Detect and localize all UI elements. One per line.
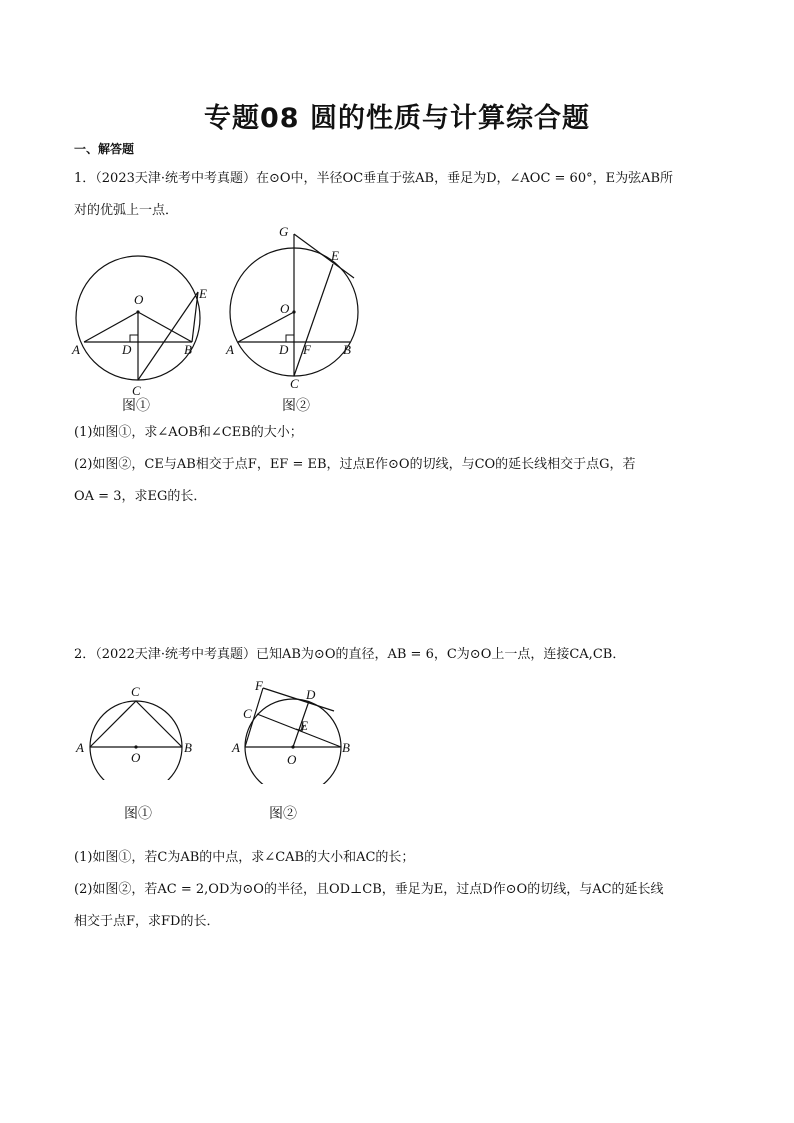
q1-f1-ob — [138, 312, 192, 342]
q2-f2-label-o: O — [287, 752, 297, 767]
q2-f2-label-b: B — [342, 740, 350, 755]
q2-f2-tangent-fd — [263, 688, 334, 711]
q1-f2-label-c: C — [290, 376, 299, 391]
q1-fig2-caption: 图② — [282, 398, 310, 414]
q2-figure-2 — [226, 672, 366, 784]
q1-f1-label-e: E — [199, 286, 207, 301]
q2-fig2-caption: 图② — [269, 806, 297, 822]
section-heading: 一、解答题 — [74, 142, 135, 156]
q1-f2-label-g: G — [279, 224, 289, 239]
q1-f2-label-a: A — [226, 342, 234, 357]
q1-f1-label-b: B — [184, 342, 192, 357]
q2-f1-ca — [90, 701, 136, 747]
q1-f2-label-f: F — [303, 342, 311, 357]
q1-fig1-caption: 图① — [122, 398, 150, 414]
q1-f2-label-e: E — [331, 248, 339, 263]
q1-f1-label-d: D — [122, 342, 132, 357]
q1-f2-right-angle — [286, 335, 294, 342]
q2-part2-line1: (2)如图②，若AC = 2,OD为⊙O的半径，且OD⊥CB，垂足为E，过点D作⊙O的切线，与AC的延长线 — [74, 882, 664, 897]
q1-f2-label-o: O — [280, 301, 290, 316]
q2-figure-1 — [66, 680, 206, 780]
q1-part2-line1: (2)如图②，CE与AB相交于点F，EF = EB，过点E作⊙O的切线，与CO的延长线相交于点G，若 — [74, 457, 636, 472]
q2-f1-label-o: O — [131, 750, 141, 765]
q2-f1-label-b: B — [184, 740, 192, 755]
q1-f2-ce — [294, 264, 333, 376]
q1-figure-1 — [60, 240, 220, 395]
q1-stem-line2: 对的优弧上一点． — [74, 203, 179, 218]
q2-stem-line1: 2．（2022天津·统考中考真题）已知AB为⊙O的直径，AB = 6，C为⊙O上一点，连接CA,CB． — [74, 647, 626, 662]
q2-fig1-caption: 图① — [124, 806, 152, 822]
q2-part2-line2: 相交于点F，求FD的长． — [74, 914, 220, 929]
q2-f2-label-a: A — [232, 740, 240, 755]
q1-figure-2 — [220, 222, 370, 394]
q2-f1-cb — [136, 701, 182, 747]
q1-f2-label-b: B — [343, 342, 351, 357]
q1-stem-line1: 1．（2023天津·统考中考真题）在⊙O中，半径OC垂直于弦AB，垂足为D，∠AOC = 60°，E为弦AB所 — [74, 171, 674, 186]
q1-f1-label-c: C — [132, 383, 141, 395]
q1-f2-tangent — [294, 234, 354, 278]
q2-f1-label-c: C — [131, 684, 140, 699]
q1-f2-label-d: D — [279, 342, 289, 357]
q1-f1-ce — [138, 292, 198, 380]
q2-f2-label-e: E — [300, 718, 308, 733]
q1-f1-label-a: A — [72, 342, 80, 357]
q2-f2-label-f: F — [255, 678, 263, 693]
q1-part2-line2: OA = 3，求EG的长． — [74, 489, 207, 504]
q2-f2-label-c: C — [243, 706, 252, 721]
q2-f1-label-a: A — [76, 740, 84, 755]
q1-part1: (1)如图①，求∠AOB和∠CEB的大小； — [74, 425, 303, 440]
q2-f1-circle — [90, 701, 182, 780]
page-title: 专题08 圆的性质与计算综合题 — [204, 103, 590, 134]
q1-f1-label-o: O — [134, 292, 144, 307]
q2-part1: (1)如图①，若C为AB的中点，求∠CAB的大小和AC的长； — [74, 850, 415, 865]
q1-f1-right-angle — [130, 335, 138, 342]
q2-f2-label-d: D — [306, 687, 316, 702]
